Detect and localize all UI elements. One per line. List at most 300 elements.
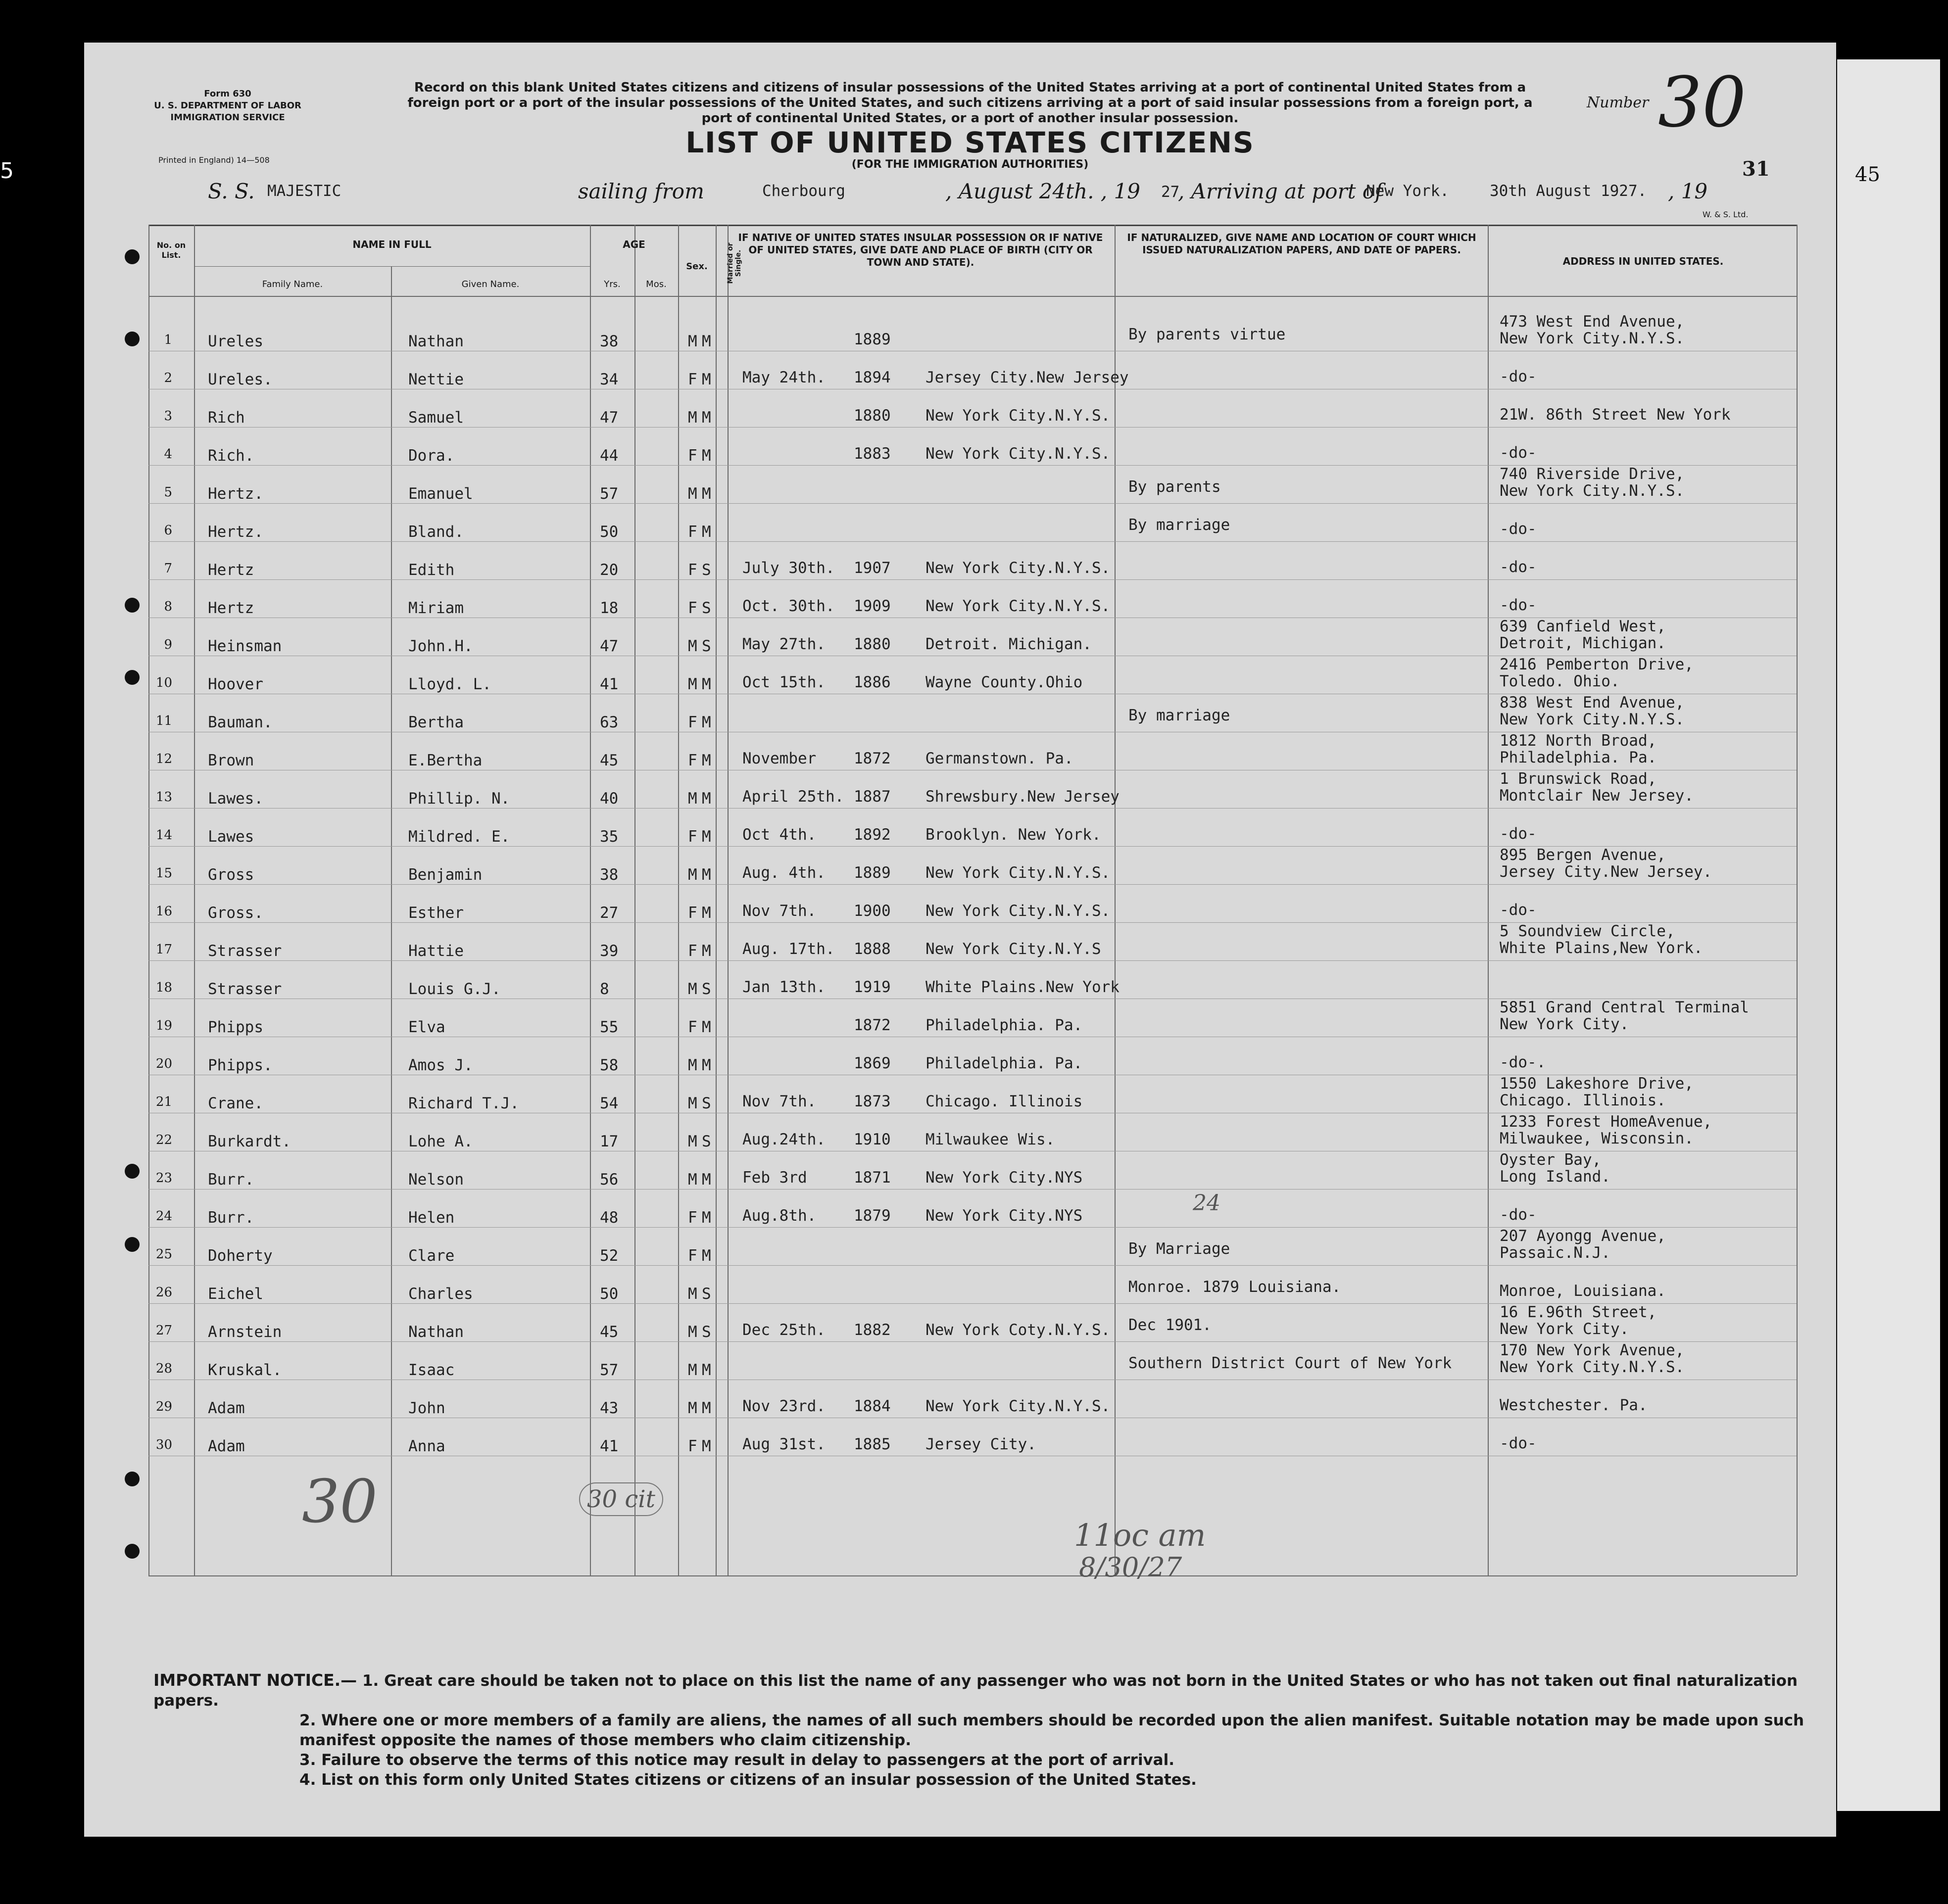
row-number: 27 bbox=[155, 1323, 172, 1338]
given-name: Clare bbox=[408, 1247, 455, 1265]
address-line-2: White Plains,New York. bbox=[1500, 939, 1703, 957]
given-name: Lloyd. L. bbox=[408, 675, 491, 693]
sex: F bbox=[688, 1209, 697, 1227]
sex: F bbox=[688, 523, 697, 541]
given-name: Bland. bbox=[408, 523, 464, 541]
age-years: 55 bbox=[600, 1018, 619, 1036]
family-name: Hertz. bbox=[208, 485, 263, 503]
handwritten-time: 11oc am bbox=[1074, 1517, 1206, 1553]
printed-note: Printed in England) 14—508 bbox=[158, 155, 270, 165]
address-line-2: Westchester. Pa. bbox=[1500, 1396, 1648, 1414]
marital-status: M bbox=[702, 371, 711, 388]
birth-place: New York City.N.Y.S. bbox=[925, 597, 1111, 615]
sailing-label: sailing from bbox=[578, 179, 704, 203]
family-name: Lawes. bbox=[208, 790, 263, 808]
marital-status: S bbox=[702, 1095, 711, 1112]
age-years: 35 bbox=[600, 828, 619, 846]
birth-year: 1907 bbox=[854, 559, 891, 577]
age-years: 39 bbox=[600, 942, 619, 960]
birth-year: 1872 bbox=[854, 1016, 891, 1034]
row-number: 10 bbox=[155, 675, 172, 690]
list-number: 30 bbox=[1658, 62, 1747, 143]
given-name: Mildred. E. bbox=[408, 828, 510, 846]
birth-place: New York Coty.N.Y.S. bbox=[925, 1321, 1111, 1339]
naturalization: Southern District Court of New York bbox=[1128, 1354, 1452, 1372]
address-line-2: Toledo. Ohio. bbox=[1500, 672, 1620, 690]
family-name: Doherty bbox=[208, 1247, 273, 1265]
given-name: Bertha bbox=[408, 714, 464, 731]
given-name: John bbox=[408, 1399, 445, 1417]
header-age: AGE bbox=[623, 238, 645, 250]
birth-year: 1887 bbox=[854, 788, 891, 806]
family-name: Ureles bbox=[208, 333, 263, 350]
family-name: Bauman. bbox=[208, 714, 273, 731]
birth-date: Aug. 4th. bbox=[742, 864, 826, 882]
family-name: Strasser bbox=[208, 980, 282, 998]
address-line-2: Detroit, Michigan. bbox=[1500, 634, 1666, 652]
row-number: 28 bbox=[155, 1361, 172, 1376]
sex: F bbox=[688, 371, 697, 388]
age-years: 27 bbox=[600, 904, 619, 922]
marital-status: M bbox=[702, 1018, 711, 1036]
address-line-2: Passaic.N.J. bbox=[1500, 1244, 1610, 1262]
age-years: 43 bbox=[600, 1399, 619, 1417]
notice-item-3: 3. Failure to observe the terms of this notice may result in delay to passengers at the port of arrival. bbox=[299, 1751, 1174, 1769]
address-line-2: New York City.N.Y.S. bbox=[1500, 330, 1685, 347]
address-line-1: 1233 Forest HomeAvenue, bbox=[1500, 1113, 1712, 1131]
age-years: 17 bbox=[600, 1133, 619, 1150]
birth-date: Aug 31st. bbox=[742, 1435, 826, 1453]
page-title: LIST OF UNITED STATES CITIZENS bbox=[685, 126, 1255, 159]
sex: F bbox=[688, 561, 697, 579]
header-married-single: Married or Single. bbox=[727, 242, 742, 284]
service: IMMIGRATION SERVICE bbox=[170, 112, 285, 123]
family-name: Heinsman bbox=[208, 637, 282, 655]
age-years: 40 bbox=[600, 790, 619, 808]
birth-year: 1880 bbox=[854, 635, 891, 653]
row-number: 13 bbox=[155, 790, 172, 805]
given-name: Nathan bbox=[408, 1323, 464, 1341]
birth-year: 1889 bbox=[854, 331, 891, 348]
address-line-2: Jersey City.New Jersey. bbox=[1500, 863, 1712, 881]
row-number: 23 bbox=[155, 1171, 172, 1186]
age-years: 45 bbox=[600, 752, 619, 769]
family-name: Arnstein bbox=[208, 1323, 282, 1341]
sex: M bbox=[688, 1133, 697, 1150]
ss-label: S. S. bbox=[208, 179, 255, 203]
birth-date: Nov 23rd. bbox=[742, 1397, 826, 1415]
age-years: 38 bbox=[600, 866, 619, 884]
given-name: Emanuel bbox=[408, 485, 473, 503]
family-name: Hertz bbox=[208, 599, 254, 617]
family-name: Rich bbox=[208, 409, 245, 427]
birth-place: Shrewsbury.New Jersey bbox=[925, 788, 1120, 806]
marital-status: M bbox=[702, 485, 711, 503]
department: U. S. DEPARTMENT OF LABOR bbox=[154, 100, 301, 111]
age-years: 54 bbox=[600, 1095, 619, 1112]
birth-date: May 24th. bbox=[742, 369, 826, 386]
form-number: Form 630 bbox=[204, 89, 251, 99]
given-name: Elva bbox=[408, 1018, 445, 1036]
age-years: 48 bbox=[600, 1209, 619, 1227]
row-number: 7 bbox=[164, 561, 172, 576]
marital-status: M bbox=[702, 1247, 711, 1265]
address-line-2: New York City.N.Y.S. bbox=[1500, 482, 1685, 500]
given-name: Benjamin bbox=[408, 866, 483, 884]
sex: M bbox=[688, 1171, 697, 1189]
sheet-number: 31 bbox=[1742, 157, 1770, 181]
address-line-1: 740 Riverside Drive, bbox=[1500, 465, 1685, 483]
marital-status: S bbox=[702, 980, 711, 998]
sex: F bbox=[688, 1018, 697, 1036]
page-subtitle: (FOR THE IMMIGRATION AUTHORITIES) bbox=[851, 158, 1089, 171]
arrive-date: 30th August 1927. bbox=[1490, 182, 1647, 200]
marital-status: M bbox=[702, 942, 711, 960]
age-years: 34 bbox=[600, 371, 619, 388]
age-years: 57 bbox=[600, 1361, 619, 1379]
sex: F bbox=[688, 599, 697, 617]
given-name: Louis G.J. bbox=[408, 980, 501, 998]
birth-year: 1871 bbox=[854, 1169, 891, 1187]
birth-year: 1888 bbox=[854, 940, 891, 958]
header-no: No. on List. bbox=[156, 240, 186, 260]
sex: M bbox=[688, 1323, 697, 1341]
printer-mark: W. & S. Ltd. bbox=[1703, 210, 1749, 219]
address-line-1: 16 E.96th Street, bbox=[1500, 1303, 1657, 1321]
row-divider bbox=[148, 427, 1797, 428]
row-number: 21 bbox=[155, 1095, 172, 1109]
marital-status: M bbox=[702, 828, 711, 846]
birth-place: New York City.N.Y.S. bbox=[925, 864, 1111, 882]
age-years: 63 bbox=[600, 714, 619, 731]
given-name: Hattie bbox=[408, 942, 464, 960]
birth-place: New York City.N.Y.S. bbox=[925, 1397, 1111, 1415]
marital-status: M bbox=[702, 1056, 711, 1074]
family-name: Gross bbox=[208, 866, 254, 884]
important-notice bbox=[153, 1670, 1821, 1790]
birth-place: Milwaukee Wis. bbox=[925, 1131, 1055, 1148]
row-number: 6 bbox=[164, 523, 172, 538]
given-name: Samuel bbox=[408, 409, 464, 427]
header-mos: Mos. bbox=[646, 279, 667, 289]
given-name: Anna bbox=[408, 1437, 445, 1455]
age-years: 38 bbox=[600, 333, 619, 350]
family-name: Eichel bbox=[208, 1285, 263, 1303]
age-years: 52 bbox=[600, 1247, 619, 1265]
birth-year: 1900 bbox=[854, 902, 891, 920]
family-name: Burr. bbox=[208, 1209, 254, 1227]
address-line-1: 473 West End Avenue, bbox=[1500, 313, 1685, 331]
family-name: Phipps. bbox=[208, 1056, 273, 1074]
family-name: Lawes bbox=[208, 828, 254, 846]
right-page-edge bbox=[1837, 59, 1940, 1811]
naturalization: By parents bbox=[1128, 478, 1221, 496]
header-birth: IF NATIVE OF UNITED STATES INSULAR POSSESSION OR IF NATIVE OF UNITED STATES, GIVE DATE AND PLACE OF BIRTH (CITY OR TOWN AND STATE). bbox=[738, 232, 1103, 268]
number-label: Number bbox=[1587, 94, 1649, 111]
header-yrs: Yrs. bbox=[604, 279, 621, 289]
handwritten-tally: 30 bbox=[302, 1468, 378, 1536]
address-line-2: -do- bbox=[1500, 901, 1537, 919]
birth-date: Feb 3rd bbox=[742, 1169, 807, 1187]
sail-date: , August 24th. , 19 bbox=[945, 179, 1141, 203]
birth-year: 1882 bbox=[854, 1321, 891, 1339]
birth-place: New York City.N.Y.S. bbox=[925, 445, 1111, 463]
marital-status: S bbox=[702, 1133, 711, 1150]
address-line-2: New York City. bbox=[1500, 1320, 1629, 1338]
birth-date: Aug. 17th. bbox=[742, 940, 835, 958]
birth-date: Oct 4th. bbox=[742, 826, 817, 844]
family-name: Gross. bbox=[208, 904, 263, 922]
birth-date: November bbox=[742, 750, 817, 767]
ship-name: MAJESTIC bbox=[267, 182, 341, 200]
family-name: Hertz bbox=[208, 561, 254, 579]
row-number: 29 bbox=[155, 1399, 172, 1414]
sail-year: 27 bbox=[1161, 183, 1180, 201]
address-line-1: 1550 Lakeshore Drive, bbox=[1500, 1075, 1694, 1093]
sex: M bbox=[688, 409, 697, 427]
given-name: Amos J. bbox=[408, 1056, 473, 1074]
address-line-2: Monroe, Louisiana. bbox=[1500, 1282, 1666, 1300]
given-name: Richard T.J. bbox=[408, 1095, 519, 1112]
family-name: Burkardt. bbox=[208, 1133, 291, 1150]
given-name: Miriam bbox=[408, 599, 464, 617]
marital-status: M bbox=[702, 333, 711, 350]
address-line-2: -do- bbox=[1500, 1434, 1537, 1452]
given-name: Charles bbox=[408, 1285, 473, 1303]
age-years: 18 bbox=[600, 599, 619, 617]
punch-hole bbox=[125, 1544, 140, 1559]
age-years: 56 bbox=[600, 1171, 619, 1189]
age-years: 20 bbox=[600, 561, 619, 579]
row-number: 16 bbox=[155, 904, 172, 919]
birth-place: Wayne County.Ohio bbox=[925, 673, 1083, 691]
row-number: 3 bbox=[164, 409, 172, 424]
marital-status: S bbox=[702, 637, 711, 655]
birth-place: White Plains.New York bbox=[925, 978, 1120, 996]
row-number: 22 bbox=[155, 1133, 172, 1147]
port-from: Cherbourg bbox=[762, 182, 845, 200]
given-name: E.Bertha bbox=[408, 752, 483, 769]
marital-status: S bbox=[702, 1323, 711, 1341]
age-years: 47 bbox=[600, 637, 619, 655]
address-line-2: -do- bbox=[1500, 444, 1537, 462]
row-number: 17 bbox=[155, 942, 172, 957]
birth-place: New York City.NYS bbox=[925, 1207, 1083, 1225]
age-years: 57 bbox=[600, 485, 619, 503]
form-identifier bbox=[139, 88, 317, 124]
row-number: 19 bbox=[155, 1018, 172, 1033]
birth-year: 1883 bbox=[854, 445, 891, 463]
row-divider bbox=[148, 808, 1797, 809]
address-line-2: -do-. bbox=[1500, 1053, 1546, 1071]
handwritten-date: 8/30/27 bbox=[1079, 1552, 1182, 1583]
marital-status: M bbox=[702, 523, 711, 541]
birth-place: Philadelphia. Pa. bbox=[925, 1054, 1083, 1072]
row-number: 26 bbox=[155, 1285, 172, 1300]
row-number: 1 bbox=[164, 333, 172, 347]
notice-label: IMPORTANT NOTICE.— bbox=[153, 1670, 357, 1690]
address-line-2: Milwaukee, Wisconsin. bbox=[1500, 1130, 1694, 1147]
given-name: Nathan bbox=[408, 333, 464, 350]
family-name: Rich. bbox=[208, 447, 254, 465]
sex: M bbox=[688, 1399, 697, 1417]
address-line-2: -do- bbox=[1500, 596, 1537, 614]
birth-year: 1880 bbox=[854, 407, 891, 425]
marital-status: M bbox=[702, 1171, 711, 1189]
birth-year: 1869 bbox=[854, 1054, 891, 1072]
marital-status: M bbox=[702, 409, 711, 427]
birth-date: Aug.8th. bbox=[742, 1207, 817, 1225]
handwritten-circled-count: 30 cit bbox=[579, 1482, 663, 1516]
punch-hole bbox=[125, 670, 140, 685]
row-divider bbox=[148, 960, 1797, 961]
address-line-2: Montclair New Jersey. bbox=[1500, 787, 1694, 805]
birth-year: 1872 bbox=[854, 750, 891, 767]
address-line-1: 1812 North Broad, bbox=[1500, 732, 1657, 750]
family-name: Crane. bbox=[208, 1095, 263, 1112]
punch-hole bbox=[125, 332, 140, 346]
sex: M bbox=[688, 1095, 697, 1112]
notice-item-4: 4. List on this form only United States citizens or citizens of an insular possession of the United States. bbox=[299, 1771, 1197, 1789]
marital-status: M bbox=[702, 904, 711, 922]
birth-year: 1889 bbox=[854, 864, 891, 882]
address-line-1: 1 Brunswick Road, bbox=[1500, 770, 1657, 788]
birth-year: 1879 bbox=[854, 1207, 891, 1225]
row-number: 5 bbox=[164, 485, 172, 500]
given-name: Isaac bbox=[408, 1361, 455, 1379]
punch-hole bbox=[125, 598, 140, 613]
birth-place: Jersey City.New Jersey bbox=[925, 369, 1129, 386]
row-number: 15 bbox=[155, 866, 172, 881]
birth-year: 1894 bbox=[854, 369, 891, 386]
naturalization: By marriage bbox=[1128, 707, 1230, 724]
notice-item-1: 1. Great care should be taken not to place on this list the name of any passenger who was not born in the United States or who has not taken out final naturalization papers. bbox=[153, 1672, 1798, 1710]
arriving-label: , Arriving at port of bbox=[1178, 179, 1383, 203]
sex: M bbox=[688, 1285, 697, 1303]
row-divider bbox=[148, 1189, 1797, 1190]
address-line-2: New York City.N.Y.S. bbox=[1500, 711, 1685, 728]
address-line-1: 207 Ayongg Avenue, bbox=[1500, 1227, 1666, 1245]
age-years: 58 bbox=[600, 1056, 619, 1074]
family-name: Adam bbox=[208, 1437, 245, 1455]
sex: F bbox=[688, 752, 697, 769]
row-divider bbox=[148, 541, 1797, 542]
family-name: Kruskal. bbox=[208, 1361, 282, 1379]
marital-status: M bbox=[702, 675, 711, 693]
address-line-1: Oyster Bay, bbox=[1500, 1151, 1602, 1169]
naturalization: By parents virtue bbox=[1128, 326, 1286, 343]
birth-place: Brooklyn. New York. bbox=[925, 826, 1101, 844]
birth-place: New York City.N.Y.S. bbox=[925, 407, 1111, 425]
marital-status: M bbox=[702, 1437, 711, 1455]
header-naturalized: IF NATURALIZED, GIVE NAME AND LOCATION OF COURT WHICH ISSUED NATURALIZATION PAPERS, AND DATE OF PAPERS. bbox=[1127, 232, 1476, 256]
family-name: Brown bbox=[208, 752, 254, 769]
row-number: 9 bbox=[164, 637, 172, 652]
given-name: Phillip. N. bbox=[408, 790, 510, 808]
address-line-1: 5851 Grand Central Terminal bbox=[1500, 999, 1749, 1016]
header-name-in-full: NAME IN FULL bbox=[352, 238, 432, 250]
birth-date: April 25th. bbox=[742, 788, 844, 806]
address-line-1: 2416 Pemberton Drive, bbox=[1500, 656, 1694, 673]
birth-year: 1919 bbox=[854, 978, 891, 996]
left-page-number: 5 bbox=[0, 158, 14, 184]
address-line-2: 21W. 86th Street New York bbox=[1500, 406, 1731, 424]
row-divider bbox=[148, 503, 1797, 504]
birth-date: Oct. 30th. bbox=[742, 597, 835, 615]
family-name: Burr. bbox=[208, 1171, 254, 1189]
header-given-name: Given Name. bbox=[461, 279, 520, 289]
birth-place: Jersey City. bbox=[925, 1435, 1036, 1453]
header-family-name: Family Name. bbox=[262, 279, 323, 289]
sex: M bbox=[688, 1056, 697, 1074]
handwritten-mark: 24 bbox=[1193, 1190, 1220, 1216]
row-number: 8 bbox=[164, 599, 172, 614]
family-name: Strasser bbox=[208, 942, 282, 960]
row-number: 11 bbox=[155, 714, 172, 728]
age-years: 41 bbox=[600, 1437, 619, 1455]
sex: M bbox=[688, 980, 697, 998]
row-divider bbox=[148, 579, 1797, 580]
marital-status: S bbox=[702, 599, 711, 617]
marital-status: M bbox=[702, 1209, 711, 1227]
birth-date: Nov 7th. bbox=[742, 902, 817, 920]
marital-status: S bbox=[702, 1285, 711, 1303]
marital-status: M bbox=[702, 447, 711, 465]
given-name: Esther bbox=[408, 904, 464, 922]
sex: M bbox=[688, 790, 697, 808]
right-page-number: 45 bbox=[1855, 163, 1880, 186]
sex: M bbox=[688, 1361, 697, 1379]
row-number: 30 bbox=[155, 1437, 172, 1452]
address-line-2: New York City. bbox=[1500, 1015, 1629, 1033]
address-line-1: 838 West End Avenue, bbox=[1500, 694, 1685, 712]
header-sex: Sex. bbox=[686, 261, 708, 272]
given-name: Nelson bbox=[408, 1171, 464, 1189]
given-name: Edith bbox=[408, 561, 455, 579]
row-divider bbox=[148, 884, 1797, 885]
address-line-2: -do- bbox=[1500, 368, 1537, 385]
birth-date: July 30th. bbox=[742, 559, 835, 577]
address-line-2: -do- bbox=[1500, 558, 1537, 576]
birth-year: 1884 bbox=[854, 1397, 891, 1415]
header-address: ADDRESS IN UNITED STATES. bbox=[1562, 255, 1724, 267]
birth-date: May 27th. bbox=[742, 635, 826, 653]
age-years: 50 bbox=[600, 523, 619, 541]
marital-status: S bbox=[702, 561, 711, 579]
birth-date: Oct 15th. bbox=[742, 673, 826, 691]
sex: M bbox=[688, 866, 697, 884]
punch-hole bbox=[125, 1164, 140, 1179]
age-years: 50 bbox=[600, 1285, 619, 1303]
row-divider bbox=[148, 1265, 1797, 1266]
birth-year: 1885 bbox=[854, 1435, 891, 1453]
row-number: 12 bbox=[155, 752, 172, 766]
notice-item-2: 2. Where one or more members of a family are aliens, the names of all such members should be recorded upon the alien manifest. Suitable notation may be made upon such manifest opposite the names of those members who claim citizenship. bbox=[299, 1712, 1804, 1749]
marital-status: M bbox=[702, 1361, 711, 1379]
birth-date: Aug.24th. bbox=[742, 1131, 826, 1148]
address-line-1: 170 New York Avenue, bbox=[1500, 1341, 1685, 1359]
given-name: John.H. bbox=[408, 637, 473, 655]
birth-year: 1910 bbox=[854, 1131, 891, 1148]
row-number: 25 bbox=[155, 1247, 172, 1262]
marital-status: M bbox=[702, 752, 711, 769]
form-instructions: Record on this blank United States citizens and citizens of insular possessions of the United States arriving at a port of continental United States from a foreign port or a port of the insular possessions of the United States, and such citizens arriving at a port of said insular possessions from a foreign port, a port of continental United States, or a port of another insular possession. bbox=[407, 80, 1533, 126]
age-years: 44 bbox=[600, 447, 619, 465]
given-name: Dora. bbox=[408, 447, 455, 465]
row-number: 4 bbox=[164, 447, 172, 462]
row-number: 14 bbox=[155, 828, 172, 843]
marital-status: M bbox=[702, 866, 711, 884]
